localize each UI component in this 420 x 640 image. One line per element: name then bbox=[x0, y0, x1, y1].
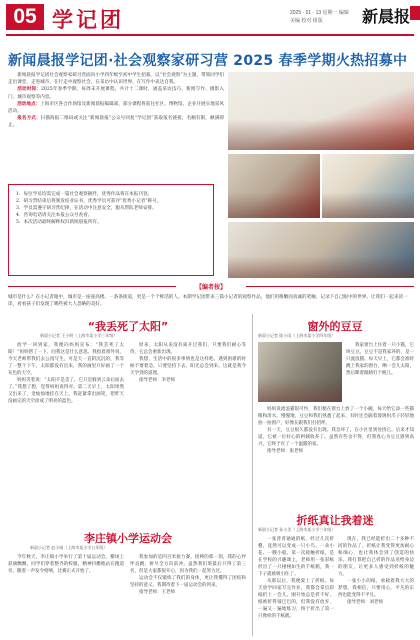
article-byline: 新晨小记者 赵小刚（上海市某小学五年级） bbox=[30, 545, 108, 550]
article-paragraph: 一张普普通通的纸，经过几次折叠，竟然可以变成一只小鸟、一朵小花、一艘小船。第一次接触折纸，是在学校的兴趣课上，老师用一张彩纸折出了一只栩栩如生的千纸鹤，我一下子就被吸引住了。 bbox=[258, 537, 334, 577]
article-paragraph: 我参加的是四百米接力赛。接棒的那一刻，我的心怦怦直跳，拼尽全力向前冲。虽然我们班最后只得了第三名，但是大家都很开心，因为我们一起努力过。 bbox=[130, 555, 246, 574]
section-rule bbox=[6, 34, 414, 36]
article-title: 折纸真让我着迷 bbox=[296, 514, 374, 527]
article-byline: 新晨小记者 王小明（上海市某小学三年级） bbox=[40, 333, 118, 338]
editor-note-bar bbox=[8, 282, 414, 291]
article-paragraph: 一张小小的纸，承载着我大大的梦想。我相信，只要用心，平凡的东西也能变得不平凡。 bbox=[338, 579, 414, 598]
editor-note-text: 城市是什么？在小记者眼中，城市是一座座高楼、一条条街道，更是一个个鲜活的人。本期学记团带来三篇小记者的观察作品，他们用稚嫩而真诚的笔触，记录下自己眼中的世界。让我们一起来读一读，看看孩子们发现了哪些被大人忽略的美好。 bbox=[8, 295, 408, 307]
masthead bbox=[0, 0, 420, 44]
page-number: 05 bbox=[6, 4, 44, 30]
article-paragraph: 我想，生活中的很多事情也是这样吧。遇到困难的时候不要着急，只要坚持下去，阳光总会到来。这就是我今天学到的道理。 bbox=[130, 357, 246, 376]
article-column bbox=[130, 342, 246, 384]
issue-info-line1: 2025 · 01 · 13 星期一 编辑 bbox=[290, 10, 349, 16]
article-paragraph: 从那以后，我便爱上了折纸。每天放学回家写完作业，我都会拿出彩纸折上一会儿。刚开始总是折不好，纸被折得皱巴巴的，但我没有放弃，一遍又一遍地练习，终于折出了第一只像样的千纸鹤。 bbox=[258, 579, 334, 619]
article-column bbox=[346, 342, 414, 377]
article-title: 李庄镇小学运动会 bbox=[84, 532, 172, 545]
article-paragraph: 妈妈说流浪猫很可怜，我们便在窗台上放了一个小碗，每天给它添一些猫粮和清水。慢慢地，豆豆和我们熟悉了起来，有时还会隔着玻璃用爪子轻轻地拍一拍窗户，好像在跟我们打招呼。 bbox=[258, 407, 414, 426]
lead-paragraph: 新闻晨报学记团社会观察家研习营面向小学四年级至初中学生招募，以“社会观察”为主题，带领同学们走出课堂，走进城市，在行走中观察社会、在采访中认识世界、在写作中表达自我。 bbox=[8, 73, 225, 86]
notice-box bbox=[8, 184, 214, 276]
issue-info bbox=[290, 9, 349, 25]
article-column bbox=[8, 342, 124, 405]
divider bbox=[8, 286, 176, 287]
notice-item: 5．本次活动最终解释权归新闻晨报所有。 bbox=[16, 220, 102, 225]
article-teacher: 指导老师：李老师 bbox=[139, 378, 175, 383]
notice-item: 1．每位学员均需完成一篇社会观察稿件，优秀作品将在本报刊登。 bbox=[16, 192, 153, 197]
photo-students-group bbox=[228, 154, 320, 218]
article-paragraph: 今年秋天，李庄镇小学举行了第十届运动会。操场上彩旗飘飘，同学们穿着整齐的校服，精神抖擞地站在跑道旁。随着一声发令枪响，比赛正式开始了。 bbox=[8, 555, 124, 574]
section-title: 学记团 bbox=[52, 8, 124, 32]
notice-item: 4．咨询电话请关注本报公众号查看。 bbox=[16, 213, 93, 218]
article-teacher: 指导老师：张老师 bbox=[267, 449, 303, 454]
photo-artwork bbox=[322, 154, 414, 218]
article-paragraph: 现在，我已经能折出二十多种不同的作品了。折纸让我变得更加耐心和细心，也让我体会到了创造的快乐。我打算把自己折的作品送给身边的朋友，让更多人感受到折纸的魅力。 bbox=[338, 537, 414, 577]
logo-mark-icon bbox=[410, 6, 420, 20]
photo-cat bbox=[258, 342, 342, 402]
article-paragraph: 我家窗台上住着一只小猫，它叫豆豆。豆豆不是我家养的，是一只流浪猫。每天早上，它都会准时跳上我家的窗台，晒一会儿太阳，然后眯着眼睛打个盹儿。 bbox=[346, 343, 414, 376]
article-column bbox=[338, 536, 414, 606]
article-column bbox=[258, 406, 414, 455]
notice-item: 3．学员需遵守研习营纪律，在活动中注意安全，服从带队老师安排。 bbox=[16, 206, 157, 211]
notice-item: 2．研习营结束后将颁发结业证书，优秀学员可获评“优秀小记者”称号。 bbox=[16, 199, 162, 204]
lead-location: 活动地点：上海市区各合作场馆及新闻晨报编辑部，部分课程将前往社区、博物馆、企业开展实地采风活动。 bbox=[8, 101, 224, 115]
lead-signup: 报名方式：扫描海报二维码或关注“新闻晨报”公众号回复“学记团”获取报名链接，名额有限，额满即止。 bbox=[8, 116, 224, 129]
article-paragraph: 放学一回到家，我便向妈妈宣布：“我丢死了太阳！”妈妈愣了一下，问我这是什么意思。我指着窗外说，今天老师带我们去公园写生，可是天一直阴沉沉的，我等了一整个下午，太阳都没有出来，我的画里只好画了一个灰色的天空。 bbox=[8, 343, 124, 376]
lead-text bbox=[8, 72, 224, 130]
article-paragraph: 运动会不仅锻炼了我们的身体，更让我懂得了团结和坚持的意义。我期待着下一届运动会的到来。 bbox=[130, 576, 246, 588]
article-teacher: 指导老师：王老师 bbox=[139, 590, 175, 595]
article-byline: 新晨小记者 孙小美（上海市某小学三年级） bbox=[258, 527, 336, 532]
newspaper-logo: 新晨报 bbox=[362, 4, 410, 27]
article-byline: 新晨小记者 陈小雨（上海市某小学四年级） bbox=[258, 333, 336, 338]
photo-students-activity bbox=[228, 222, 414, 278]
article-teacher: 指导老师：刘老师 bbox=[347, 600, 383, 605]
article-paragraph: 有一天，豆豆很久都没有出现。我急坏了，在小区里到处找它。后来才知道，它被一位好心的阿姨收养了。虽然有些舍不得，但我真心为豆豆感到高兴，它终于有了一个温暖的家。 bbox=[258, 428, 414, 447]
issue-info-line2: 美编 校对 组版 bbox=[290, 18, 323, 24]
lead-time: 活动时间：2025年春季学期，每周末开展课程，共计十二课时，涵盖采访技巧、新闻写作、摄影入门、城市观察等内容。 bbox=[8, 87, 224, 100]
article-title: “我丢死了太阳” bbox=[87, 320, 169, 333]
photo-gallery-visit bbox=[228, 72, 414, 150]
article-title: 窗外的豆豆 bbox=[307, 320, 363, 333]
article-paragraph: 妈妈笑着说：“太阳不是丢了，它只是躲到云朵后面去了。”我想了想，觉得妈妈说得对。第二天早上，太阳果然又出来了，金灿灿地挂在天上。我赶紧拿出画笔，把昨天没画完的天空涂成了明亮的蓝色。 bbox=[8, 378, 124, 404]
article-column bbox=[8, 554, 124, 575]
article-column bbox=[130, 554, 246, 596]
column-divider bbox=[252, 314, 253, 636]
article-paragraph: 原来，太阳从来没有离开过我们，只要我们耐心等待，它总会重新出现。 bbox=[130, 343, 246, 355]
editor-note-label: 【编者按】 bbox=[195, 284, 226, 291]
divider bbox=[246, 286, 414, 287]
main-headline: 新闻晨报学记团·社会观察家研习营 2025 春季学期火热招募中 bbox=[8, 53, 408, 69]
article-column bbox=[258, 536, 334, 620]
